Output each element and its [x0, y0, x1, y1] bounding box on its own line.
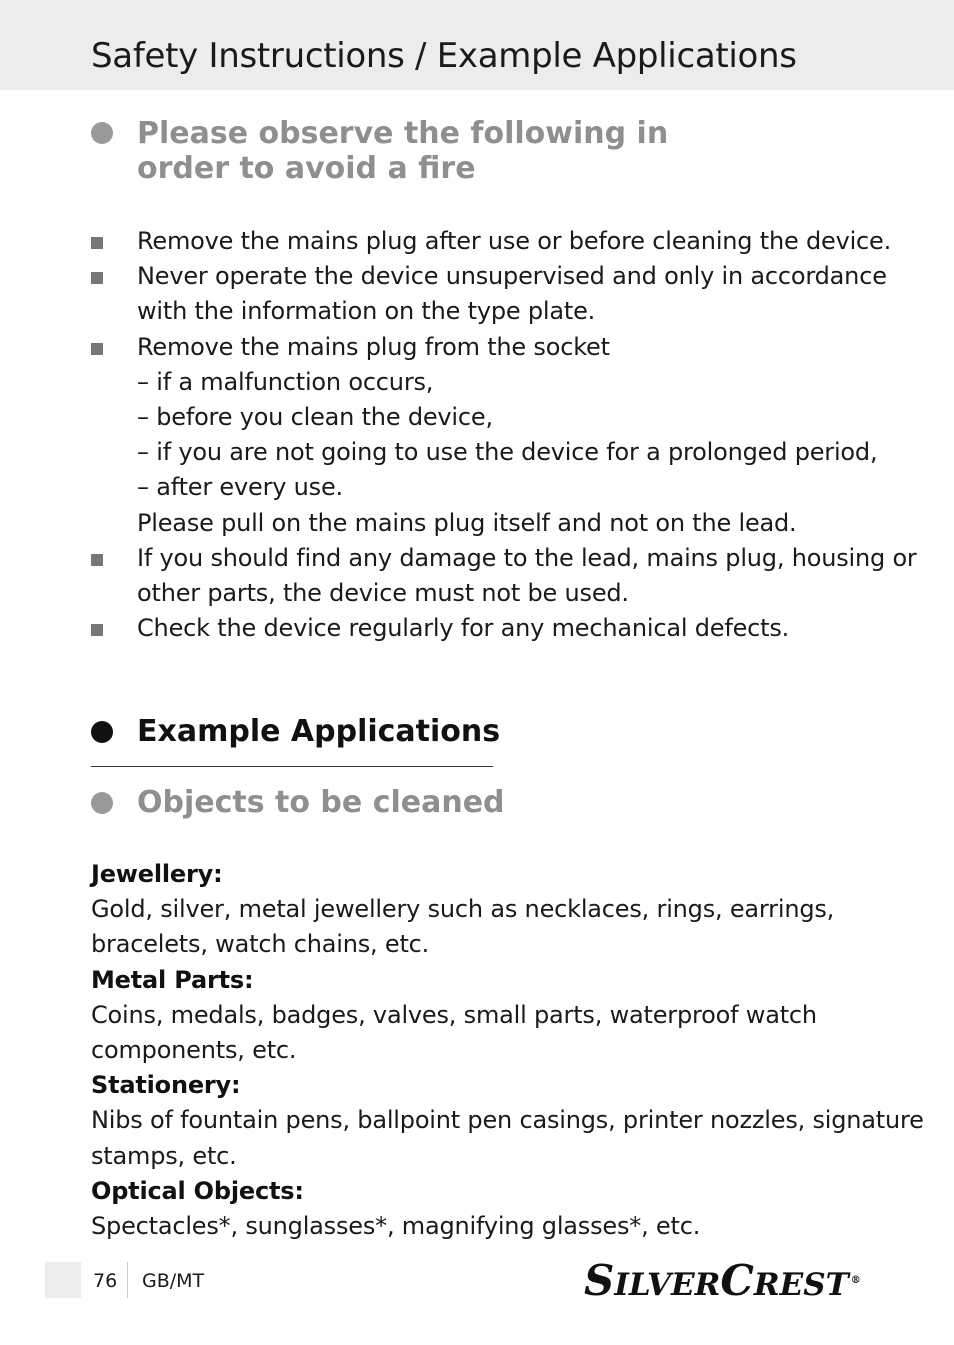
bullet-line: If you should find any damage to the lead, mains plug, housing or — [137, 543, 917, 572]
square-bullet-icon — [91, 624, 103, 636]
fire-bullet-list — [91, 224, 917, 646]
objects-heading-text: Objects to be cleaned — [137, 785, 505, 820]
category-metal-parts — [91, 963, 891, 1069]
fire-heading-line-1: Please observe the following in — [137, 116, 669, 151]
category-title: Optical Objects: — [91, 1176, 304, 1205]
section-bullet-icon — [91, 122, 113, 144]
list-item — [91, 259, 891, 329]
category-title: Metal Parts: — [91, 965, 254, 994]
list-item — [91, 541, 917, 611]
bullet-line: Remove the mains plug from the socket — [137, 332, 610, 361]
example-heading-text: Example Applications — [137, 714, 501, 749]
category-stationery — [91, 1068, 924, 1174]
sub-list-item: – if a malfunction occurs, — [137, 367, 434, 396]
bullet-line: Check the device regularly for any mechanical defects. — [137, 614, 790, 643]
footer-locale: GB/MT — [142, 1270, 205, 1292]
bullet-line: with the information on the type plate. — [137, 297, 596, 326]
sub-list-item: – before you clean the device, — [137, 403, 493, 432]
page-title: Safety Instructions / Example Applications — [91, 36, 797, 76]
category-line: Coins, medals, badges, valves, small parts, waterproof watch — [91, 1000, 817, 1029]
heading-underline — [91, 766, 493, 767]
sub-list — [137, 365, 891, 506]
section-bullet-icon — [91, 792, 113, 814]
category-line: components, etc. — [91, 1036, 297, 1065]
list-item — [91, 330, 891, 541]
category-line: stamps, etc. — [91, 1141, 237, 1170]
section-bullet-icon — [91, 721, 113, 743]
category-line: Nibs of fountain pens, ballpoint pen casings, printer nozzles, signature — [91, 1106, 924, 1135]
square-bullet-icon — [91, 343, 103, 355]
objects-list — [91, 857, 924, 1244]
list-item — [91, 224, 891, 259]
category-optical-objects — [91, 1174, 891, 1244]
registered-mark-icon: ® — [850, 1275, 861, 1286]
category-title: Jewellery: — [91, 860, 223, 888]
bullet-line: Remove the mains plug after use or before cleaning the device. — [137, 227, 892, 255]
bullet-note: Please pull on the mains plug itself and not on the lead. — [137, 508, 797, 537]
sub-list-item: – after every use. — [137, 473, 343, 502]
page-number: 76 — [93, 1270, 118, 1292]
square-bullet-icon — [91, 554, 103, 566]
category-jewellery — [91, 857, 891, 963]
footer-page-box — [45, 1262, 81, 1298]
category-line: Spectacles*, sunglasses*, magnifying glasses*, etc. — [91, 1212, 701, 1241]
square-bullet-icon — [91, 272, 103, 284]
fire-heading-text — [137, 116, 668, 186]
category-line: bracelets, watch chains, etc. — [91, 930, 430, 959]
fire-heading-line-2: order to avoid a fire — [137, 151, 476, 186]
sub-list-item: – if you are not going to use the device for a prolonged period, — [137, 438, 878, 467]
bullet-line: Never operate the device unsupervised and only in accordance — [137, 262, 887, 291]
brand-logo: SILVERCREST ® — [584, 1256, 861, 1305]
square-bullet-icon — [91, 237, 103, 249]
category-line: Gold, silver, metal jewellery such as necklaces, rings, earrings, — [91, 895, 835, 924]
footer-divider — [127, 1262, 128, 1298]
category-title: Stationery: — [91, 1071, 241, 1100]
list-item — [91, 611, 891, 646]
bullet-line: other parts, the device must not be used. — [137, 579, 629, 608]
